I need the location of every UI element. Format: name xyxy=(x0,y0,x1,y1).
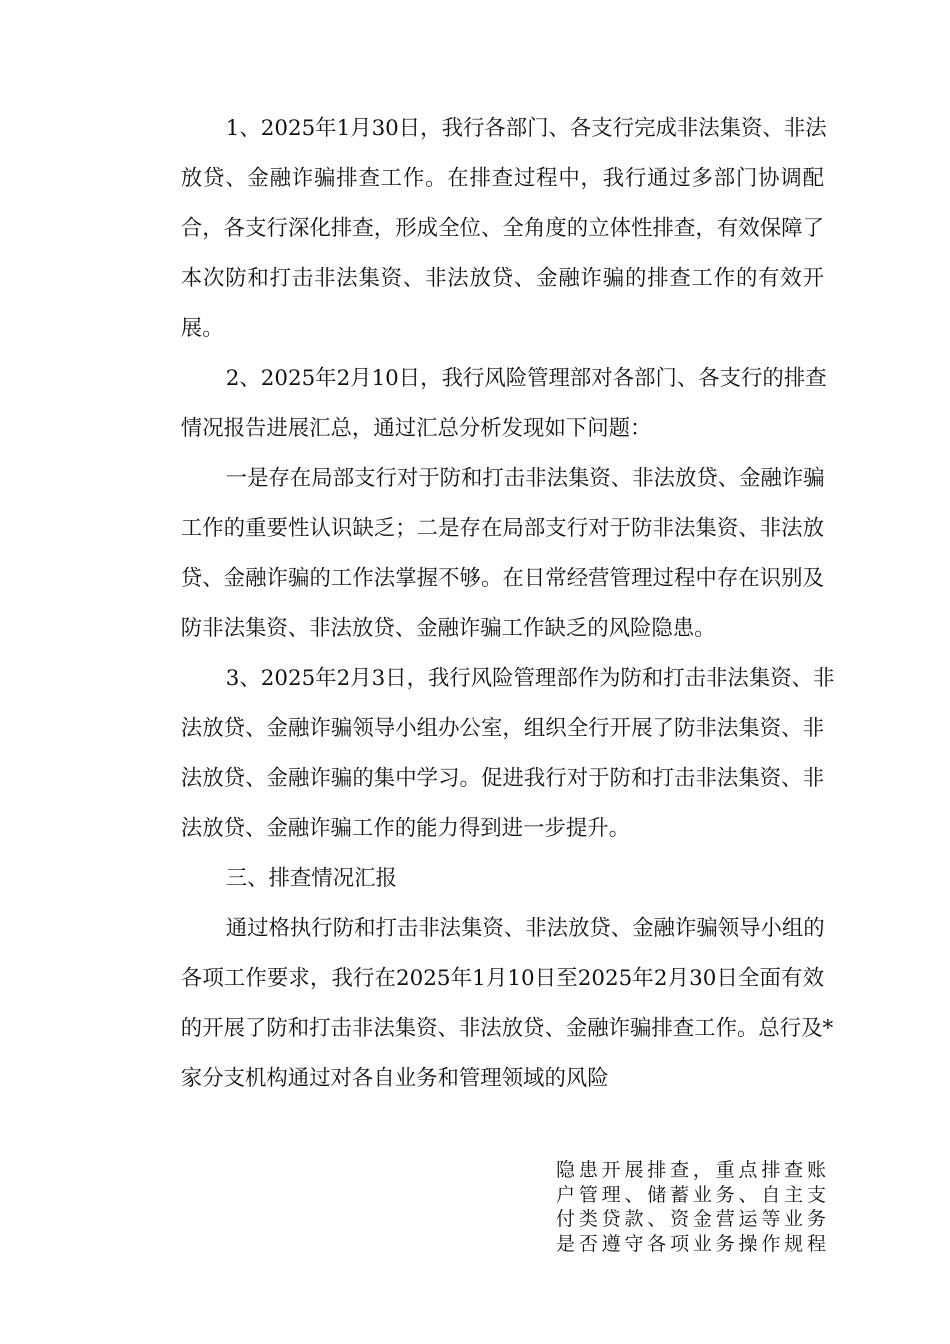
text-line: 3、2025年2月3日，我行风险管理部作为防和打击非法集资、非 xyxy=(225,666,835,691)
text-line: 通过格执行防和打击非法集资、非法放贷、金融诈骗领导小组的 xyxy=(225,916,825,941)
section-heading-text: 三、排查情况汇报 xyxy=(225,866,397,891)
text-line: 一是存在局部支行对于防和打击非法集资、非法放贷、金融诈骗 xyxy=(225,466,825,491)
text-line: 法放贷、金融诈骗工作的能力得到进一步提升。 xyxy=(180,816,631,841)
text-line: 付类贷款、资金营运等业务 xyxy=(556,1208,826,1230)
text-line: 隐患开展排查，重点排查账 xyxy=(556,1159,826,1181)
text-line: 贷、金融诈骗的工作法掌握不够。在日常经营管理过程中存在识别及 xyxy=(180,566,824,591)
text-line: 本次防和打击非法集资、非法放贷、金融诈骗的排查工作的有效开 xyxy=(180,266,824,291)
text-line: 2、2025年2月10日，我行风险管理部对各部门、各支行的排查 xyxy=(225,366,827,391)
text-line: 法放贷、金融诈骗领导小组办公室，组织全行开展了防非法集资、非 xyxy=(180,716,824,741)
section-heading xyxy=(138,854,824,904)
text-line: 户管理、储蓄业务、自主支 xyxy=(556,1183,826,1206)
paragraph-3 xyxy=(138,454,824,654)
text-line: 法放贷、金融诈骗的集中学习。促进我行对于防和打击非法集资、非 xyxy=(180,766,824,791)
text-line: 是否遵守各项业务操作规程 xyxy=(556,1232,826,1255)
text-line: 情况报告进展汇总，通过汇总分析发现如下问题： xyxy=(180,416,652,441)
text-line: 工作的重要性认识缺乏；二是存在局部支行对于防非法集资、非法放 xyxy=(180,516,824,541)
paragraph-1 xyxy=(138,104,827,354)
text-line: 的开展了防和打击非法集资、非法放贷、金融诈骗排查工作。总行及* xyxy=(180,1016,834,1041)
paragraph-4 xyxy=(138,654,835,854)
text-line: 防非法集资、非法放贷、金融诈骗工作缺乏的风险隐患。 xyxy=(180,616,716,641)
continuation-text-block xyxy=(556,1158,826,1256)
document-body xyxy=(138,104,835,1104)
paragraph-2 xyxy=(138,354,827,454)
text-line: 各项工作要求，我行在2025年1月10日至2025年2月30日全面有效 xyxy=(180,966,824,991)
paragraph-5 xyxy=(138,904,834,1104)
text-line: 1、2025年1月30日，我行各部门、各支行完成非法集资、非法 xyxy=(225,116,827,141)
text-line: 合，各支行深化排查，形成全位、全角度的立体性排查，有效保障了 xyxy=(180,216,824,241)
text-line: 放贷、金融诈骗排查工作。在排查过程中，我行通过多部门协调配 xyxy=(180,166,824,191)
text-line: 家分支机构通过对各自业务和管理领域的风险 xyxy=(180,1066,609,1091)
text-line: 展。 xyxy=(180,316,224,341)
